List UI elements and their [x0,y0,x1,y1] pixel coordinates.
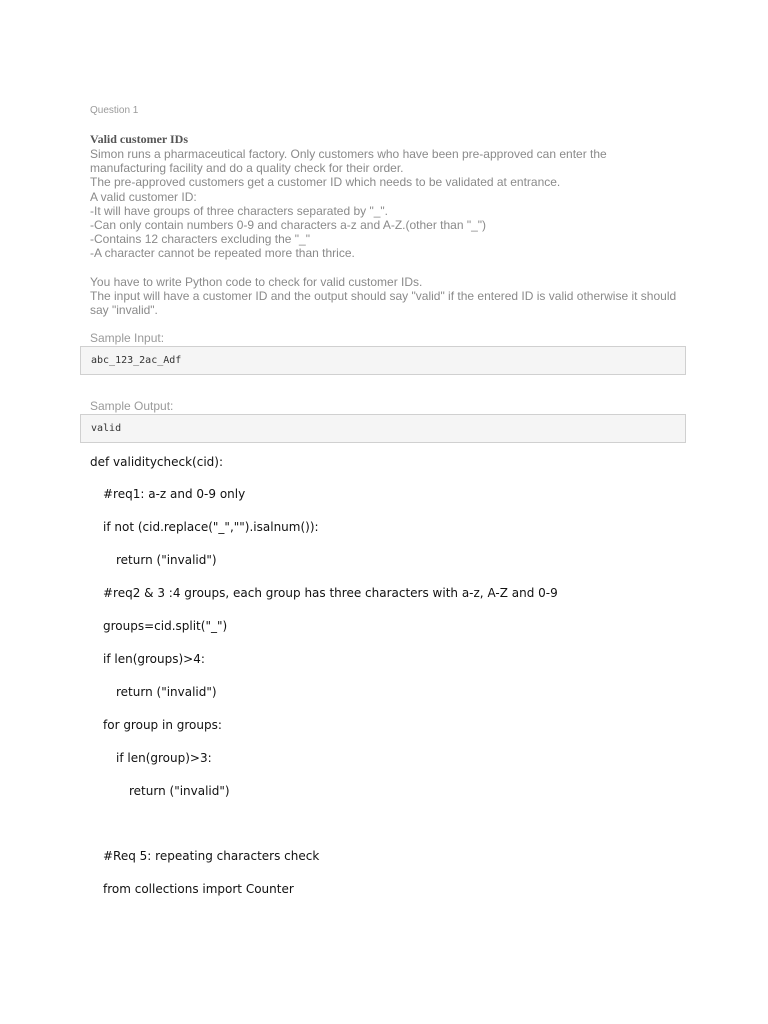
paragraph-gap [90,261,700,275]
task-line: The input will have a customer ID and the output should say "valid" if the entered ID is valid otherwise it should [90,288,677,303]
code-line: #req2 & 3 :4 groups, each group has three characters with a-z, A-Z and 0-9 [103,586,558,600]
requirement-line: -Can only contain numbers 0-9 and characters a-z and A-Z.(other than "_") [90,218,487,233]
code-line: groups=cid.split("_") [103,619,228,633]
question-number: Question 1 [90,105,139,116]
sample-input-box [80,346,686,375]
question-title: Valid customer IDs [90,132,189,146]
description-line: The pre-approved customers get a customer ID which needs to be validated at entrance. [90,175,561,190]
code-line: if len(groups)>4: [103,652,205,666]
code-line: from collections import Counter [103,882,294,896]
description-line: A valid customer ID: [90,189,197,204]
requirement-line: -It will have groups of three characters separated by "_". [90,203,389,218]
code-line: if len(group)>3: [116,751,212,765]
task-line: say "invalid". [90,303,158,318]
code-line: return ("invalid") [116,553,217,567]
sample-output-box [80,414,686,443]
code-line: #req1: a-z and 0-9 only [103,487,246,501]
question-description [90,147,700,317]
requirement-line: -A character cannot be repeated more than thrice. [90,246,355,261]
code-line: #Req 5: repeating characters check [103,849,320,863]
description-line: manufacturing facility and do a quality check for their order. [90,161,404,176]
sample-input-label: Sample Input: [90,331,165,345]
code-line: def validitycheck(cid): [90,455,224,469]
code-line: if not (cid.replace("_","").isalnum()): [103,520,319,534]
sample-output-label: Sample Output: [90,399,174,413]
task-line: You have to write Python code to check for valid customer IDs. [90,274,423,289]
sample-output-value: valid [91,423,122,434]
code-line: for group in groups: [103,718,222,732]
code-line: return ("invalid") [129,784,230,798]
code-line: return ("invalid") [116,685,217,699]
requirement-line: -Contains 12 characters excluding the "_" [90,232,310,247]
description-line: Simon runs a pharmaceutical factory. Only customers who have been pre-approved can enter the [90,147,607,161]
sample-input-value: abc_123_2ac_Adf [91,355,182,366]
